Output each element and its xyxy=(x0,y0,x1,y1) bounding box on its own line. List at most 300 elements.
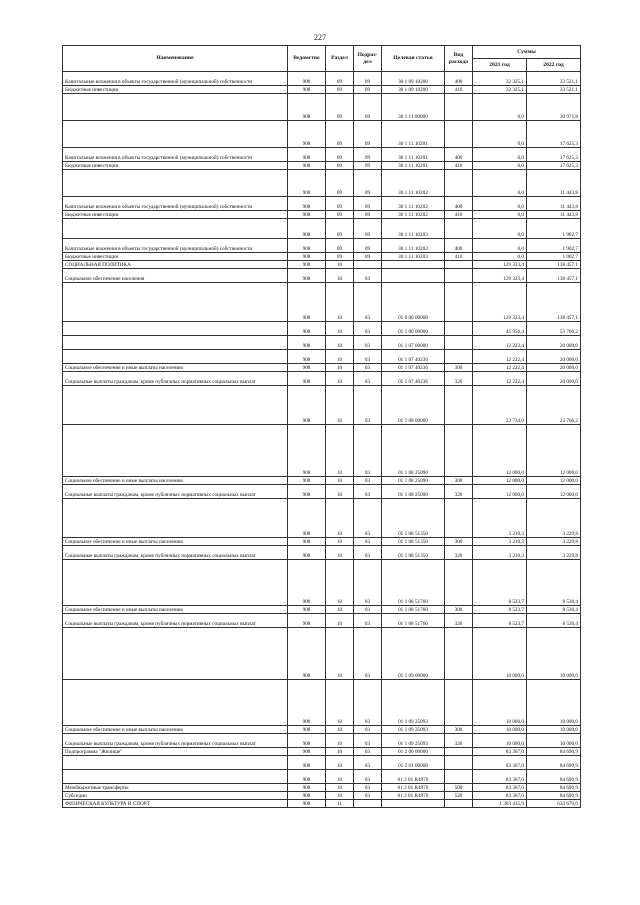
table-row xyxy=(63,499,581,538)
row-section: 10 xyxy=(326,372,354,386)
table-row xyxy=(63,756,581,770)
row-section: 10 xyxy=(326,734,354,748)
row-ved: 908 xyxy=(288,372,326,386)
row-section: 10 xyxy=(326,336,354,350)
row-section: 10 xyxy=(326,425,354,477)
row-article xyxy=(382,800,445,808)
row-sum-2022: 33 521,1 xyxy=(527,86,581,94)
table-row xyxy=(63,784,581,792)
row-sum-2022: 10 000,0 xyxy=(527,680,581,726)
row-sum-2021: 83 367,0 xyxy=(473,792,527,800)
row-ved: 908 xyxy=(288,283,326,322)
row-name xyxy=(63,322,288,336)
row-section: 09 xyxy=(326,197,354,211)
row-subsection: 03 xyxy=(354,485,382,499)
row-expense: 300 xyxy=(445,364,473,372)
row-expense: 320 xyxy=(445,372,473,386)
row-ved: 908 xyxy=(288,148,326,162)
row-article: 01 2 01 R4970 xyxy=(382,770,445,784)
row-sum-2022: 84 690,9 xyxy=(527,792,581,800)
row-expense xyxy=(445,94,473,121)
row-article: 30 1 11 10201 xyxy=(382,148,445,162)
row-ved: 908 xyxy=(288,219,326,239)
row-ved: 908 xyxy=(288,628,326,680)
row-section: 10 xyxy=(326,560,354,606)
header-year-2022: 2022 год xyxy=(527,59,581,72)
row-sum-2022: 84 690,9 xyxy=(527,748,581,756)
row-name: Бюджетные инвестиции xyxy=(63,86,288,94)
row-name xyxy=(63,94,288,121)
row-subsection: 09 xyxy=(354,219,382,239)
row-subsection: 03 xyxy=(354,726,382,734)
row-article: 01 1 07 00000 xyxy=(382,336,445,350)
row-article: 30 1 11 10203 xyxy=(382,239,445,253)
row-expense xyxy=(445,350,473,364)
row-ved: 908 xyxy=(288,350,326,364)
row-section: 10 xyxy=(326,770,354,784)
row-section: 10 xyxy=(326,283,354,322)
row-name: Бюджетные инвестиции xyxy=(63,162,288,170)
row-ved: 908 xyxy=(288,499,326,538)
table-row xyxy=(63,86,581,94)
row-section: 10 xyxy=(326,784,354,792)
row-name: Бюджетные инвестиции xyxy=(63,211,288,219)
row-name: Социальные выплаты гражданам, кроме публичных нормативных социальных выплат xyxy=(63,734,288,748)
row-article: 30 1 11 10203 xyxy=(382,219,445,239)
row-sum-2022: 3 229,8 xyxy=(527,546,581,560)
row-article: 01 2 01 R4970 xyxy=(382,784,445,792)
row-ved: 908 xyxy=(288,364,326,372)
row-ved: 908 xyxy=(288,614,326,628)
row-sum-2021: 0,0 xyxy=(473,170,527,197)
table-body xyxy=(63,72,581,808)
row-section: 10 xyxy=(326,386,354,425)
row-name xyxy=(63,756,288,770)
row-subsection: 03 xyxy=(354,477,382,485)
row-sum-2021: 12 222,4 xyxy=(473,364,527,372)
row-name: Социальное обеспечение и иные выплаты населению xyxy=(63,364,288,372)
row-ved: 908 xyxy=(288,546,326,560)
row-ved: 908 xyxy=(288,784,326,792)
row-section: 09 xyxy=(326,94,354,121)
row-article: 01 1 08 51760 xyxy=(382,606,445,614)
row-article: 01 1 07 40236 xyxy=(382,350,445,364)
table-row xyxy=(63,148,581,162)
row-name xyxy=(63,560,288,606)
row-section: 10 xyxy=(326,485,354,499)
row-section: 09 xyxy=(326,162,354,170)
row-subsection: 09 xyxy=(354,211,382,219)
row-sum-2021: 10 000,0 xyxy=(473,628,527,680)
row-ved: 908 xyxy=(288,756,326,770)
row-name: Социальное обеспечение населения xyxy=(63,269,288,283)
table-row xyxy=(63,770,581,784)
row-article: 01 1 08 51760 xyxy=(382,614,445,628)
row-name xyxy=(63,121,288,148)
row-sum-2022: 20 000,0 xyxy=(527,350,581,364)
table-row xyxy=(63,253,581,261)
row-sum-2022: 12 000,0 xyxy=(527,425,581,477)
table-row xyxy=(63,372,581,386)
row-name: СОЦИАЛЬНАЯ ПОЛИТИКА xyxy=(63,261,288,269)
row-subsection: 09 xyxy=(354,94,382,121)
row-subsection: 09 xyxy=(354,239,382,253)
row-ved: 908 xyxy=(288,734,326,748)
row-sum-2022: 8 536,4 xyxy=(527,606,581,614)
row-expense xyxy=(445,322,473,336)
row-sum-2021: 12 222,4 xyxy=(473,336,527,350)
table-row xyxy=(63,261,581,269)
row-subsection: 03 xyxy=(354,336,382,350)
row-ved: 908 xyxy=(288,477,326,485)
table-row xyxy=(63,614,581,628)
row-section: 10 xyxy=(326,792,354,800)
row-ved: 908 xyxy=(288,322,326,336)
row-expense xyxy=(445,560,473,606)
row-sum-2021: 3 210,3 xyxy=(473,499,527,538)
table-row xyxy=(63,94,581,121)
row-section: 10 xyxy=(326,322,354,336)
row-ved: 908 xyxy=(288,269,326,283)
row-name xyxy=(63,336,288,350)
row-sum-2022: 17 625,3 xyxy=(527,121,581,148)
table-row xyxy=(63,800,581,808)
row-expense xyxy=(445,425,473,477)
row-expense xyxy=(445,680,473,726)
row-section: 09 xyxy=(326,148,354,162)
row-ved: 908 xyxy=(288,560,326,606)
row-section: 10 xyxy=(326,538,354,546)
row-name: Капитальные вложения в объекты государственной (муниципальной) собственности xyxy=(63,72,288,86)
row-article: 01 1 09 00000 xyxy=(382,628,445,680)
row-sum-2021: 12 000,0 xyxy=(473,477,527,485)
row-sum-2021: 3 210,3 xyxy=(473,546,527,560)
row-name: Капитальные вложения в объекты государственной (муниципальной) собственности xyxy=(63,197,288,211)
row-sum-2021: 23 734,0 xyxy=(473,386,527,425)
row-expense xyxy=(445,336,473,350)
row-sum-2021: 0,0 xyxy=(473,197,527,211)
table-row xyxy=(63,734,581,748)
row-subsection: 09 xyxy=(354,197,382,211)
row-section: 10 xyxy=(326,614,354,628)
header-ved: Ведомство xyxy=(288,46,326,72)
row-ved: 908 xyxy=(288,726,326,734)
row-sum-2021: 32 325,1 xyxy=(473,86,527,94)
row-ved: 908 xyxy=(288,336,326,350)
table-row xyxy=(63,364,581,372)
row-section: 09 xyxy=(326,253,354,261)
row-expense: 410 xyxy=(445,253,473,261)
table-row xyxy=(63,197,581,211)
row-sum-2021: 129 323,4 xyxy=(473,269,527,283)
table-row xyxy=(63,485,581,499)
row-expense xyxy=(445,499,473,538)
row-subsection: 03 xyxy=(354,560,382,606)
row-subsection: 03 xyxy=(354,734,382,748)
table-row xyxy=(63,211,581,219)
row-expense: 300 xyxy=(445,606,473,614)
row-section: 10 xyxy=(326,680,354,726)
table-row xyxy=(63,726,581,734)
row-name: Социальное обеспечение и иные выплаты населению xyxy=(63,477,288,485)
row-subsection: 09 xyxy=(354,170,382,197)
row-sum-2022: 138 457,1 xyxy=(527,261,581,269)
row-expense: 300 xyxy=(445,538,473,546)
table-row xyxy=(63,336,581,350)
row-sum-2022: 1 902,7 xyxy=(527,239,581,253)
row-expense: 320 xyxy=(445,485,473,499)
row-expense: 400 xyxy=(445,197,473,211)
row-section: 10 xyxy=(326,606,354,614)
row-article: 01 1 08 51760 xyxy=(382,560,445,606)
row-sum-2021: 12 222,4 xyxy=(473,372,527,386)
row-subsection: 03 xyxy=(354,386,382,425)
row-sum-2021: 1 303 435,9 xyxy=(473,800,527,808)
table-row xyxy=(63,538,581,546)
row-sum-2022: 11 443,8 xyxy=(527,211,581,219)
table-row xyxy=(63,162,581,170)
row-subsection: 09 xyxy=(354,72,382,86)
row-ved: 908 xyxy=(288,770,326,784)
row-name: Бюджетные инвестиции xyxy=(63,253,288,261)
row-subsection: 03 xyxy=(354,606,382,614)
row-name xyxy=(63,680,288,726)
row-subsection: 03 xyxy=(354,350,382,364)
row-ved: 908 xyxy=(288,680,326,726)
row-sum-2022: 138 457,1 xyxy=(527,283,581,322)
row-sum-2021: 3 210,3 xyxy=(473,538,527,546)
row-sum-2021: 12 000,0 xyxy=(473,485,527,499)
row-expense xyxy=(445,283,473,322)
row-sum-2021: 10 000,0 xyxy=(473,734,527,748)
row-sum-2021: 0,0 xyxy=(473,94,527,121)
row-name xyxy=(63,283,288,322)
row-article: 01 0 00 00000 xyxy=(382,283,445,322)
row-ved: 908 xyxy=(288,792,326,800)
table-row xyxy=(63,219,581,239)
row-name: Межбюджетные трансферты xyxy=(63,784,288,792)
table-row xyxy=(63,680,581,726)
row-name: ФИЗИЧЕСКАЯ КУЛЬТУРА И СПОРТ xyxy=(63,800,288,808)
row-subsection: 03 xyxy=(354,546,382,560)
budget-table xyxy=(62,45,581,808)
row-expense xyxy=(445,386,473,425)
row-article: 30 1 11 00000 xyxy=(382,94,445,121)
row-section: 10 xyxy=(326,269,354,283)
row-name: Социальные выплаты гражданам, кроме публичных нормативных социальных выплат xyxy=(63,614,288,628)
row-article: 01 2 00 00000 xyxy=(382,748,445,756)
row-ved: 908 xyxy=(288,386,326,425)
row-ved: 908 xyxy=(288,800,326,808)
table-row xyxy=(63,560,581,606)
row-sum-2021: 0,0 xyxy=(473,148,527,162)
row-expense: 320 xyxy=(445,546,473,560)
row-article: 01 1 08 00000 xyxy=(382,386,445,425)
row-expense: 500 xyxy=(445,784,473,792)
row-article: 01 1 08 51350 xyxy=(382,499,445,538)
row-name xyxy=(63,170,288,197)
row-sum-2021: 83 367,0 xyxy=(473,748,527,756)
row-subsection xyxy=(354,800,382,808)
row-ved: 908 xyxy=(288,748,326,756)
row-ved: 908 xyxy=(288,211,326,219)
row-sum-2021: 83 367,0 xyxy=(473,756,527,770)
row-sum-2022: 12 000,0 xyxy=(527,477,581,485)
table-row xyxy=(63,121,581,148)
header-section: Раздел xyxy=(326,46,354,72)
row-expense xyxy=(445,261,473,269)
row-sum-2022: 84 690,9 xyxy=(527,756,581,770)
row-expense: 400 xyxy=(445,239,473,253)
row-expense: 400 xyxy=(445,72,473,86)
row-name: Социальные выплаты гражданам, кроме публичных нормативных социальных выплат xyxy=(63,485,288,499)
header-name: Наименование xyxy=(63,46,288,72)
table-row xyxy=(63,386,581,425)
table-row xyxy=(63,170,581,197)
row-name: Капитальные вложения в объекты государственной (муниципальной) собственности xyxy=(63,239,288,253)
row-sum-2022: 10 000,0 xyxy=(527,726,581,734)
row-subsection: 03 xyxy=(354,372,382,386)
row-sum-2022: 11 443,8 xyxy=(527,170,581,197)
row-sum-2021: 10 000,0 xyxy=(473,726,527,734)
row-subsection: 03 xyxy=(354,499,382,538)
table-row xyxy=(63,546,581,560)
row-expense xyxy=(445,121,473,148)
row-sum-2021: 129 323,4 xyxy=(473,283,527,322)
row-expense: 300 xyxy=(445,477,473,485)
row-sum-2021: 10 000,0 xyxy=(473,680,527,726)
row-sum-2022: 10 000,0 xyxy=(527,734,581,748)
row-subsection: 03 xyxy=(354,538,382,546)
row-expense: 320 xyxy=(445,614,473,628)
row-article: 01 2 01 00000 xyxy=(382,756,445,770)
row-sum-2021: 8 523,7 xyxy=(473,560,527,606)
row-article: 01 1 08 51350 xyxy=(382,546,445,560)
row-ved: 908 xyxy=(288,425,326,477)
row-subsection: 09 xyxy=(354,253,382,261)
row-article: 01 1 09 25093 xyxy=(382,726,445,734)
row-sum-2022: 17 625,3 xyxy=(527,162,581,170)
row-subsection: 09 xyxy=(354,121,382,148)
row-section: 10 xyxy=(326,546,354,560)
row-ved: 908 xyxy=(288,239,326,253)
row-sum-2022: 30 971,8 xyxy=(527,94,581,121)
row-subsection: 03 xyxy=(354,322,382,336)
row-ved: 908 xyxy=(288,485,326,499)
table-row xyxy=(63,350,581,364)
row-expense: 400 xyxy=(445,148,473,162)
row-sum-2022: 33 521,1 xyxy=(527,72,581,86)
row-ved: 908 xyxy=(288,606,326,614)
table-row xyxy=(63,748,581,756)
header-year-2021: 2021 год xyxy=(473,59,527,72)
row-name: Субсидии xyxy=(63,792,288,800)
row-name: Социальное обеспечение и иные выплаты населению xyxy=(63,538,288,546)
row-article xyxy=(382,269,445,283)
row-sum-2022: 20 000,0 xyxy=(527,336,581,350)
row-sum-2021: 12 000,0 xyxy=(473,425,527,477)
row-subsection: 03 xyxy=(354,283,382,322)
row-sum-2022: 138 457,1 xyxy=(527,269,581,283)
row-sum-2022: 84 690,9 xyxy=(527,770,581,784)
row-expense: 410 xyxy=(445,211,473,219)
row-section: 10 xyxy=(326,261,354,269)
row-ved: 908 xyxy=(288,253,326,261)
row-expense xyxy=(445,748,473,756)
row-ved: 908 xyxy=(288,94,326,121)
row-sum-2021: 0,0 xyxy=(473,121,527,148)
row-name xyxy=(63,770,288,784)
row-article: 01 1 07 40236 xyxy=(382,364,445,372)
row-section: 10 xyxy=(326,756,354,770)
row-ved: 908 xyxy=(288,162,326,170)
row-subsection: 09 xyxy=(354,86,382,94)
row-name: Подпрограмма "Жилище" xyxy=(63,748,288,756)
row-section: 10 xyxy=(326,364,354,372)
row-article: 01 1 09 25093 xyxy=(382,734,445,748)
row-sum-2022: 12 000,0 xyxy=(527,485,581,499)
header-expense: Вид расхода xyxy=(445,46,473,72)
row-section: 09 xyxy=(326,121,354,148)
row-sum-2022: 8 536,4 xyxy=(527,560,581,606)
row-ved: 908 xyxy=(288,261,326,269)
header-subsection: Подраз-дел xyxy=(354,46,382,72)
row-sum-2021: 0,0 xyxy=(473,162,527,170)
row-subsection: 03 xyxy=(354,628,382,680)
row-name: Капитальные вложения в объекты государственной (муниципальной) собственности xyxy=(63,148,288,162)
row-subsection: 03 xyxy=(354,364,382,372)
table-row xyxy=(63,283,581,322)
row-sum-2022: 20 000,0 xyxy=(527,364,581,372)
row-expense: 520 xyxy=(445,792,473,800)
row-ved: 908 xyxy=(288,538,326,546)
row-article: 30 1 11 10201 xyxy=(382,121,445,148)
row-article: 01 2 01 R4970 xyxy=(382,792,445,800)
row-sum-2022: 84 690,9 xyxy=(527,784,581,792)
row-sum-2021: 0,0 xyxy=(473,239,527,253)
table-row xyxy=(63,792,581,800)
table-row xyxy=(63,606,581,614)
row-sum-2021: 129 323,4 xyxy=(473,261,527,269)
row-article: 30 1 11 10203 xyxy=(382,253,445,261)
row-article: 01 1 08 51350 xyxy=(382,538,445,546)
row-ved: 908 xyxy=(288,170,326,197)
row-name xyxy=(63,425,288,477)
row-article: 30 1 09 10200 xyxy=(382,86,445,94)
row-sum-2021: 83 367,0 xyxy=(473,770,527,784)
row-subsection: 03 xyxy=(354,792,382,800)
table-row xyxy=(63,628,581,680)
row-section: 09 xyxy=(326,170,354,197)
row-subsection: 03 xyxy=(354,425,382,477)
row-article: 01 1 00 00000 xyxy=(382,322,445,336)
row-subsection: 03 xyxy=(354,269,382,283)
row-ved: 908 xyxy=(288,197,326,211)
row-subsection: 03 xyxy=(354,756,382,770)
row-name: Социальные выплаты гражданам, кроме публичных нормативных социальных выплат xyxy=(63,546,288,560)
row-section: 10 xyxy=(326,748,354,756)
row-sum-2021: 83 367,0 xyxy=(473,784,527,792)
row-subsection: 09 xyxy=(354,148,382,162)
row-sum-2022: 53 766,2 xyxy=(527,322,581,336)
row-article: 30 1 11 10202 xyxy=(382,197,445,211)
row-section: 09 xyxy=(326,219,354,239)
row-sum-2022: 17 625,3 xyxy=(527,148,581,162)
row-subsection: 03 xyxy=(354,614,382,628)
row-article: 01 1 08 25090 xyxy=(382,485,445,499)
row-section: 10 xyxy=(326,628,354,680)
row-section: 10 xyxy=(326,350,354,364)
